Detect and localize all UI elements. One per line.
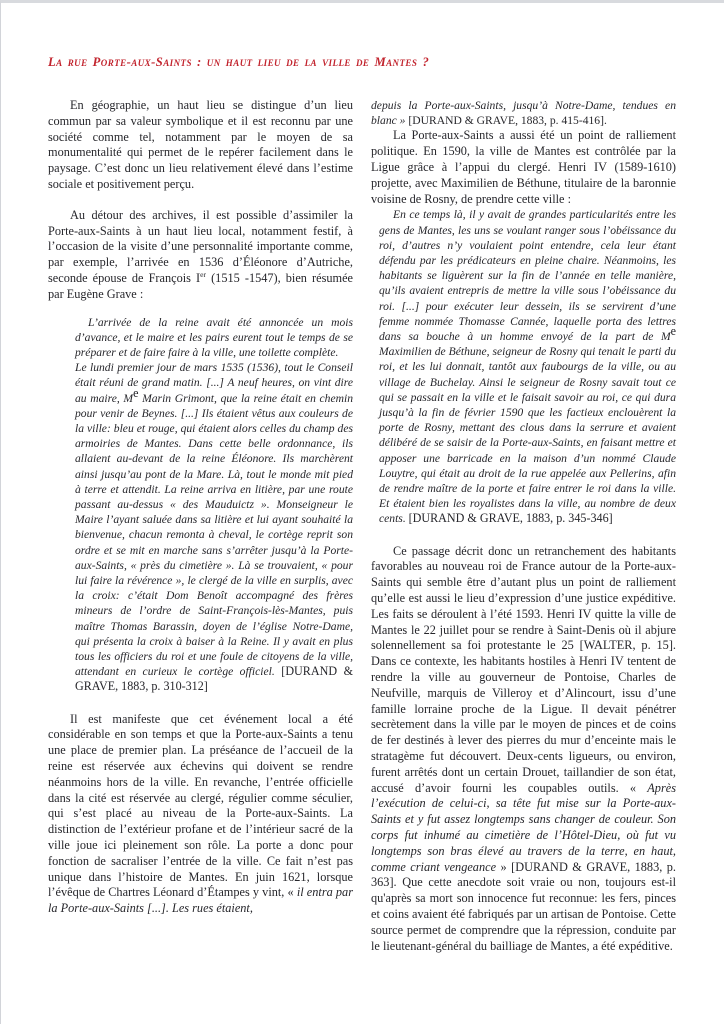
text-run: En ce temps là, il y avait de grandes particularités entre les gens de Mantes, les uns se voulant ranger sous l’obéissance du roi, d’autres n’y voulaient point entendre, cela leur étant défendu par les prédicateurs en pleine chaire. Néanmoins, les habitants se liguèrent sur la fin de l’année en telle manière, qu’ils avaient entrepris de mettre la ville sous l’obéissance du roi. [...] pour exécuter leur dessein, ils se servirent d’une femme nommée Thomasse Cannée, laquelle porta des lettres dans sa bouche à un homme envoyé de la part de M — [379, 208, 676, 344]
text-run: » [DURAND & GRAVE, 1883, p. 363]. Que cette anecdote soit vraie ou non, toujours est-il qu'après sa mort son innocence fut reconnue: les fers, pinces et coins avaient été fabriqués par un artisan de Pontoise. Cette source permet de comprendre que la répression, conduite par le lieutenant-général du bailliage de Mantes, a été expéditive. — [371, 859, 677, 953]
text-run: Ce passage décrit donc un retranchement des habitants favorables au nouveau roi de France autour de la Porte-aux-Saints qui semble être d’autant plus un point de ralliement qu’elle est aussi le lieu d’expression d’une justice expéditive. Les faits se déroulent à l’été 1593. Henri IV quitte la ville de Mantes le 22 juillet pour se rendre à Saint-Denis où il abjure solennellement sa foi protestante le 25 [WALTER, p. 15]. Dans ce contexte, les habitants hostiles à Henri IV tentent de rendre la ville au gouverneur de Pontoise, Charles de Neufville, marquis de Villeroy et d’Alincourt, issu d’une famille lorraine proche de la Ligue. Il devait pénétrer secrètement dans la ville par le moyen de pinces et de coins de fer destinés à lever des pierres du mur d’enceinte mais le stratagème fut découvert. Deux-cents ligueurs, ou environ, furent arrêtés dont un certain Drouet, taillandier de son état, accusé d’avoir fourni les coupables outils. « — [371, 543, 676, 795]
citation-durand-grave-310-312: [DURAND & GRAVE, 1883, p. 310-312] — [75, 664, 353, 694]
text-run: En géographie, un haut lieu se distingue d’un lieu commun par sa valeur symbolique et il est reconnu par une société comme tel, notamment par le moyen de sa monumentalité qui permet de le repérer facilement dans le paysage. C’est donc un lieu relativement élevé dans l’estime sociale et positivement perçu. — [48, 98, 353, 191]
superscript-e: e — [133, 385, 139, 400]
right-column — [371, 98, 676, 954]
article-title: La rue Porte-aux-Saints : un haut lieu de la ville de Mantes ? — [48, 55, 430, 69]
citation-durand-grave-345-346: [DURAND & GRAVE, 1883, p. 345-346] — [408, 511, 613, 526]
citation-durand-grave-415-416: [DURAND & GRAVE, 1883, p. 415-416]. — [408, 114, 607, 128]
paragraph-retranchement — [371, 544, 676, 955]
text-run: Il est manifeste que cet événement local a été considérable en son temps et que la Porte-aux-Saints a tenu une place de premier plan. La préséance de l’accueil de la reine est réservée aux échevins qui doivent se rendre néanmoins hors de la ville. En revanche, l’entrée officielle dans la cité est réservée au clergé, régulier comme séculier, qui s’est placé au niveau de la Porte-aux-Saints. La distinction de l’extérieur profane et de l’intérieur sacré de la ville joue ici pleinement son rôle. La porte a donc pour fonction de sacraliser l’entrée de la ville. Ce fait n’est pas unique dans l’histoire de Mantes. En juin 1621, lorsque l’évêque de Chartres Léonard d’Étampes y vint, « — [48, 711, 353, 900]
inline-quote-execution-drouet: Après l’exécution de celui-ci, sa tête fut mise sur la Porte-aux-Saints et y fut assez longtemps sans changer de couleur. Son corps fut inhumé au cimetière de l’Hôtel-Dieu, où fut vu longtemps son bras élevé au travers de la terre, en haut, comme criant vengeance — [371, 780, 676, 874]
text-run: Au détour des archives, il est possible d’assimiler la Porte-aux-Saints à un haut lieu local, notamment festif, à l’occasion de la visite d’une personnalité importante comme, par exemple, l’arrivée en 1536 d’Éléonore d’Autriche, seconde épouse de François I — [48, 207, 353, 285]
quote-paragraph-1590 — [379, 207, 676, 526]
paragraph-archives — [48, 208, 353, 303]
text-run: (1515 -1547), bien résumée par Eugène Grave : — [48, 270, 353, 301]
text-run: Le lundi premier jour de mars 1535 (1536), tout le Conseil était réuni de grand matin. [...] A neuf heures, on vint dire au maire, M — [75, 361, 353, 405]
paragraph-manifeste — [48, 712, 353, 917]
blockquote-ligue-1590 — [379, 207, 676, 526]
superscript-e: e — [670, 324, 676, 339]
blockquote-grave-1536 — [75, 315, 353, 695]
superscript-er: er — [200, 269, 207, 279]
text-run: depuis la Porte-aux-Saints, jusqu’à Notre-Dame, tendues en blanc » — [371, 99, 676, 128]
inline-quote-entree-eveque: il entra par la Porte-aux-Saints [...]. Les rues étaient, — [48, 885, 353, 916]
paragraph-ralliement-politique — [371, 128, 676, 207]
text-run: La Porte-aux-Saints a aussi été un point de ralliement politique. En 1590, la ville de Mantes est contrôlée par la Ligue grâce à l’appui du clergé. Henri IV (1589-1610) projette, avec Maximilien de Béthune, titulaire de la baronnie voisine de Rosny, de prendre cette ville : — [371, 128, 676, 206]
quote-paragraph-cortege — [75, 360, 353, 694]
text-run: L’arrivée de la reine avait été annoncée un mois d’avance, et le maire et les pairs eurent tout le temps de se préparer et de faire faire à la ville, une toilette complète. — [75, 315, 353, 359]
quote-paragraph-arrivee — [75, 315, 353, 361]
quote-continuation-top — [371, 98, 676, 128]
text-run: Marin Grimont, que la reine était en chemin pour venir de Beynes. [...] Ils étaient vêtus aux couleurs de la ville: bleu et rouge, qui étaient alors celles du champ des armoiries de Mantes. Dans cette belle ordonnance, ils allaient au-devant de la reine Éléonore. Ils marchèrent ainsi jusqu’au pont de la Mare. Là, tout le monde mit pied à terre et attendit. La reine arriva en litière, par une route passant au-dessus « des Mauduictz ». Monseigneur le Maire l’ayant saluée dans sa litière et lui ayant souhaité la bienvenue, chacun remonta à cheval, le cortège reprit son ordre et se mit en marche sans s’arrêter jusqu’à la Porte-aux-Saints, « près du cimetière ». Là se trouvaient, « pour lui faire la révérence », le clergé de la ville en surplis, avec la croix: c’était Dom Benoît accompagné des frères mineurs de l’ordre de Saint-François-lès-Mantes, puis maître Thomas Barassin, doyen de l’église Notre-Dame, qui présenta la croix à baiser à la Reine. Il y avait en plus tous les officiers du roi et une foule de citoyens de la ville, attendant en curieux le cortège officiel. — [75, 391, 353, 679]
two-column-layout — [48, 98, 676, 954]
text-run: Maximilien de Béthune, seigneur de Rosny qui tenait le parti du roi, et les lui donnait, tantôt aux faubourgs de la ville, ou au village de Buchelay. Ainsi le seigneur de Rosny savait tout ce qui se passait en la ville et le faisait savoir au roi, ce qui dura jusqu’à la fin de février 1590 que les factieux enclouèrent la porte de Rosny, mettant des clous dans la serrure et avaient délibéré de se saisir de la Porte-aux-Saints, en faisant mettre et apposer une barricade en la maison d’un nommé Claude Louytre, qui était au droit de la rue appelée aux Pellerins, afin de rendre maître de la porte et faire entrer le roi dans la ville. Et étaient bien les royalistes dans la ville, au nombre de deux cents. — [379, 345, 676, 526]
left-column — [48, 98, 353, 954]
paragraph-geographie — [48, 98, 353, 193]
